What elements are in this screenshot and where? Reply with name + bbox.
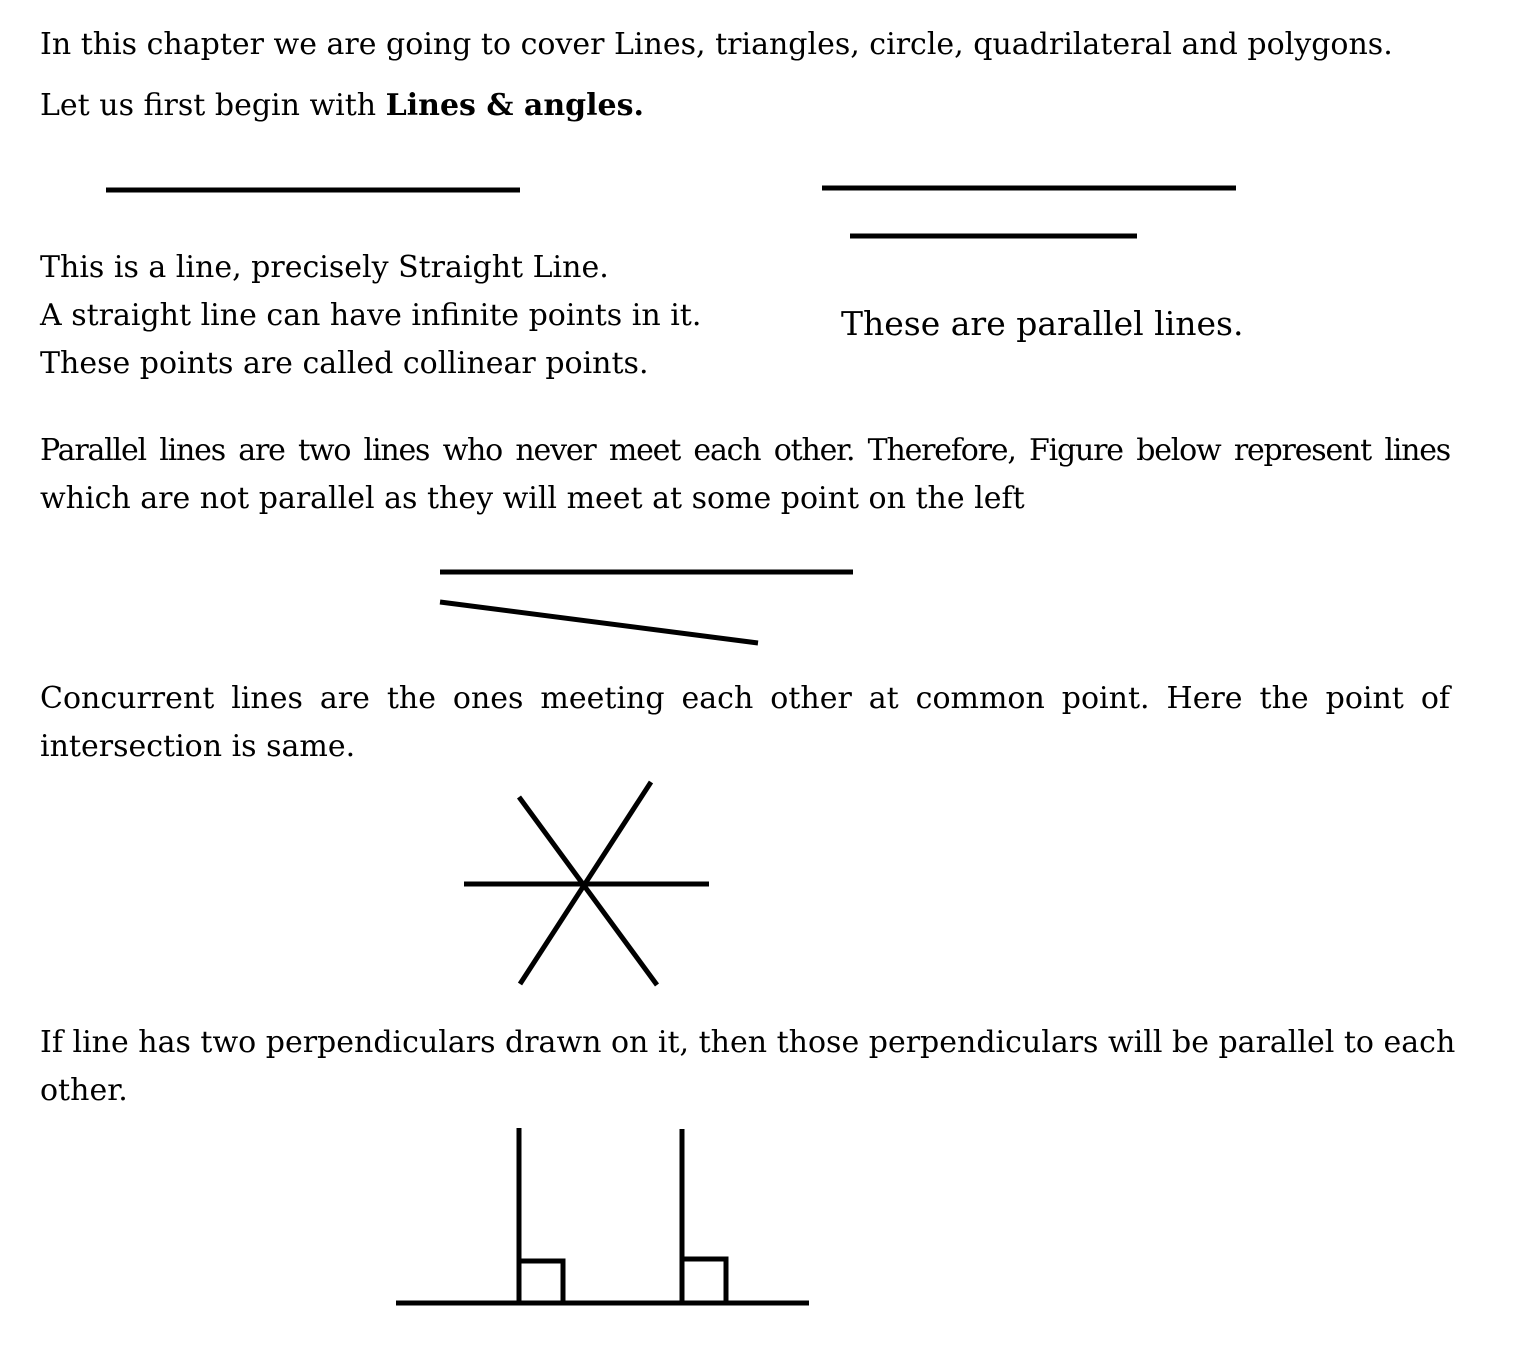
non-parallel-paragraph-line-1: Parallel lines are two lines who never meet each other. Therefore, Figure below represent lines xyxy=(40,433,1450,468)
perpendicular-paragraph xyxy=(40,1019,1456,1115)
parallel-lines-caption: These are parallel lines. xyxy=(841,304,1244,343)
right-angle-mark-1 xyxy=(519,1261,563,1303)
intro-line-2-prefix: Let us first begin with xyxy=(40,88,386,123)
intro-line-2-bold: Lines & angles. xyxy=(385,88,644,123)
intro-line-1: In this chapter we are going to cover Lines, triangles, circle, quadrilateral and polygons. xyxy=(40,27,1393,62)
non-parallel-paragraph xyxy=(40,427,1450,523)
right-angle-mark-2 xyxy=(682,1259,726,1303)
concurrent-paragraph-line-1: Concurrent lines are the ones meeting each other at common point. Here the point of xyxy=(40,681,1450,716)
perpendicular-paragraph-line-1: If line has two perpendiculars drawn on it, then those perpendiculars will be parallel to each xyxy=(40,1025,1456,1060)
non-parallel-paragraph-line-2: which are not parallel as they will meet at some point on the left xyxy=(40,481,1025,516)
concurrent-paragraph xyxy=(40,675,1450,771)
non-parallel-line-bottom xyxy=(440,602,758,643)
perpendicular-paragraph-line-2: other. xyxy=(40,1073,128,1108)
straight-line-caption-line-1: This is a line, precisely Straight Line. xyxy=(40,250,609,285)
straight-line-caption-line-2: A straight line can have infinite points in it. xyxy=(40,298,702,333)
straight-line-caption xyxy=(40,244,701,388)
straight-line-caption-line-3: These points are called collinear points. xyxy=(40,346,649,381)
concurrent-paragraph-line-2: intersection is same. xyxy=(40,729,356,764)
